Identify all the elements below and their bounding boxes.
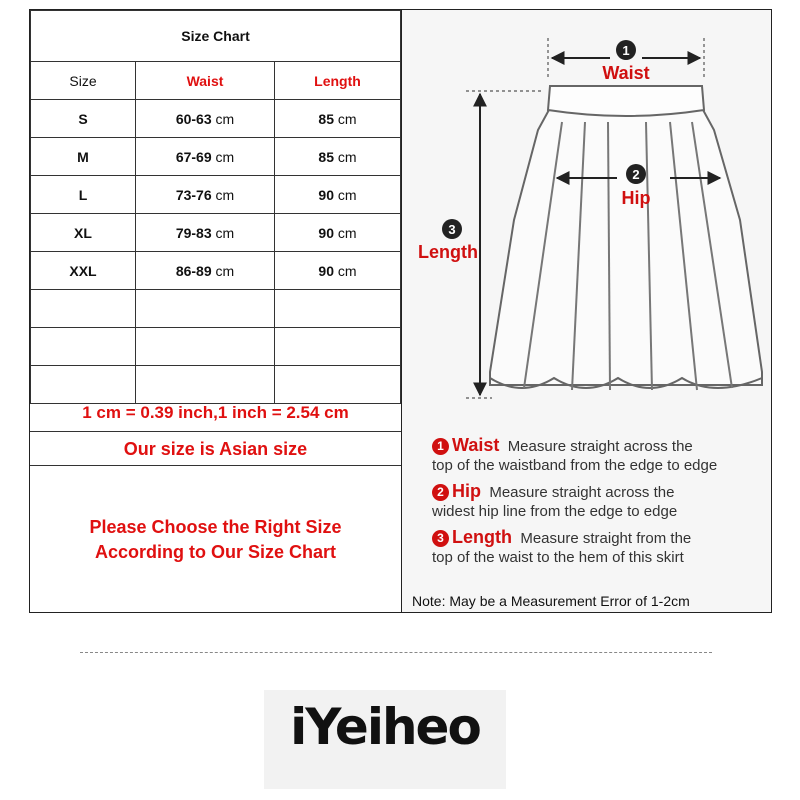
unit-label: cm [337,262,357,279]
length-value: 85 [318,148,334,165]
length-label: Length [418,242,478,262]
unit-label: cm [337,148,357,165]
length-description [432,528,691,567]
unit-label: cm [215,224,235,241]
asian-size-text: Our size is Asian size [123,439,308,459]
size-cell: L [31,176,136,214]
waist-value: 86-89 [175,262,212,279]
size-cell: M [31,138,136,176]
waist-cell [136,214,275,252]
unit-label: cm [215,186,235,203]
size-cell: XL [31,214,136,252]
empty-row [31,366,401,404]
length-value: 90 [318,186,334,203]
unit-label: cm [337,110,357,127]
length-desc-line1: Measure straight from the [520,530,692,547]
header-length: Length [275,62,401,100]
length-cell [275,100,401,138]
table-row [31,100,401,138]
unit-label: cm [215,262,235,279]
empty-row [31,328,401,366]
hip-number-icon: 2 [432,484,449,501]
waist-label: Waist [602,63,650,83]
waist-value: 73-76 [175,186,212,203]
waist-desc-key: Waist [452,435,500,455]
size-cell: XXL [31,252,136,290]
unit-label: cm [215,110,235,127]
choose-size-line1: Please Choose the Right Size [89,517,342,537]
table-row [31,138,401,176]
hip-label: Hip [621,188,651,208]
choose-size-line2: According to Our Size Chart [94,542,337,562]
unit-label: cm [337,224,357,241]
table-header-row [31,62,401,100]
length-cell [275,176,401,214]
hip-desc-key: Hip [452,481,481,501]
length-cell [275,138,401,176]
brand-logo [264,690,506,789]
length-desc-line2: top of the waist to the hem of this skirt [432,549,684,566]
waist-cell [136,176,275,214]
waist-value: 79-83 [175,224,212,241]
waist-measure [548,38,704,83]
waist-cell [136,138,275,176]
skirt-illustration [490,86,762,390]
waist-cell [136,100,275,138]
waist-desc-line1: Measure straight across the [507,438,693,455]
brand-name: iYeiheo [290,698,480,756]
size-cell: S [31,100,136,138]
table-row [31,252,401,290]
waist-value: 67-69 [175,148,212,165]
size-chart-title: Size Chart [31,11,401,62]
measurement-panel [402,10,771,612]
waist-badge-number: 1 [622,43,630,58]
length-value: 90 [318,224,334,241]
dashed-divider [80,652,712,653]
length-number-icon: 3 [432,530,449,547]
length-cell [275,214,401,252]
hip-description [432,482,677,521]
table-row [31,214,401,252]
length-badge-number: 3 [448,222,456,237]
divider [30,431,401,432]
waist-desc-line2: top of the waistband from the edge to edge [432,457,718,474]
conversion-text: 1 cm = 0.39 inch,1 inch = 2.54 cm [82,403,349,422]
waist-number-icon: 1 [432,438,449,455]
unit-label: cm [337,186,357,203]
size-table-panel [30,10,402,612]
length-value: 90 [318,262,334,279]
waist-value: 60-63 [175,110,212,127]
waist-description [432,436,717,475]
empty-row [31,290,401,328]
waist-cell [136,252,275,290]
header-size: Size [31,62,136,100]
skirt-diagram [402,10,771,410]
table-row [31,176,401,214]
hip-desc-line2: widest hip line from the edge to edge [432,503,678,520]
hip-badge-number: 2 [632,167,640,182]
measurement-note: Note: May be a Measurement Error of 1-2cm [412,593,690,609]
length-desc-key: Length [452,527,512,547]
unit-label: cm [215,148,235,165]
header-waist: Waist [136,62,275,100]
size-chart-frame [29,9,772,613]
length-value: 85 [318,110,334,127]
size-table [30,10,401,404]
hip-desc-line1: Measure straight across the [489,484,675,501]
divider [30,465,401,466]
length-cell [275,252,401,290]
